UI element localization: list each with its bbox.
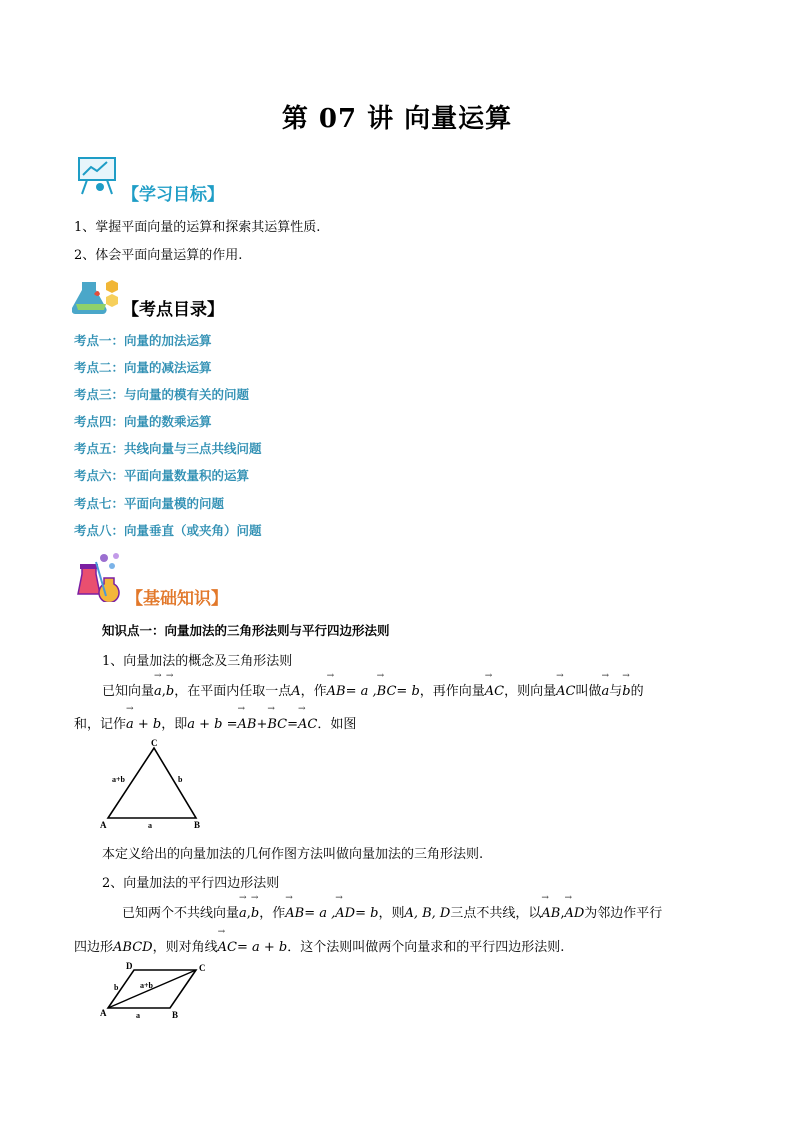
page-title: 第 07 讲 向量运算	[281, 104, 513, 134]
toc-no: 考点三：	[74, 387, 125, 402]
label-D: D	[126, 961, 133, 971]
knowledge-point-title: 知识点一：向量加法的三角形法则与平行四边形法则	[102, 623, 390, 638]
label-b: b	[114, 983, 119, 992]
label-a-plus-b: a+b	[112, 775, 126, 784]
goal-item: 1、掌握平面向量的运算和探索其运算性质.	[74, 220, 321, 235]
toc-text: 共线向量与三点共线问题	[124, 441, 262, 456]
label-b: b	[178, 775, 183, 784]
triangle-rule-statement: 本定义给出的向量加法的几何作图方法叫做向量加法的三角形法则.	[102, 847, 484, 862]
subheading-parallelogram-rule: 2、向量加法的平行四边形法则	[102, 876, 280, 891]
toc-no: 考点七：	[74, 496, 125, 511]
toc-text: 平面向量数量积的运算	[124, 468, 250, 483]
toc-text: 平面向量模的问题	[124, 496, 225, 511]
paragraph-line: 四边形ABCD，则对角线→ AC= a + b．这个法则叫做两个向量求和的平行四边形法则.	[74, 936, 564, 955]
triangle-rule-figure	[96, 736, 208, 830]
label-A: A	[100, 820, 107, 830]
toc-item[interactable]	[74, 331, 212, 349]
goals-heading: 【学习目标】	[122, 185, 224, 205]
toc-text: 向量的减法运算	[124, 360, 212, 375]
easel-icon	[74, 154, 122, 198]
toc-item[interactable]	[74, 358, 212, 376]
toc-no: 考点二：	[74, 360, 125, 375]
toc-item[interactable]	[74, 521, 262, 539]
label-A: A	[100, 1008, 107, 1018]
toc-text: 向量的数乘运算	[124, 414, 212, 429]
paragraph-line: 和，记作→ a + b，即a + b =→ AB+→ BC=→ AC．如图	[74, 713, 356, 732]
toc-no: 考点四：	[74, 414, 125, 429]
lab-beaker-icon	[74, 550, 126, 602]
catalog-heading: 【考点目录】	[122, 300, 224, 320]
subheading-triangle-rule: 1、向量加法的概念及三角形法则	[102, 654, 293, 669]
label-a: a	[148, 821, 152, 830]
toc-item[interactable]	[74, 385, 249, 403]
toc-no: 考点八：	[74, 523, 125, 538]
label-C: C	[199, 963, 206, 973]
toc-text: 向量垂直（或夹角）问题	[124, 523, 262, 538]
toc-text: 与向量的模有关的问题	[124, 387, 250, 402]
parallelogram-rule-figure	[96, 958, 216, 1022]
toc-no: 考点六：	[74, 468, 125, 483]
basics-heading: 【基础知识】	[126, 589, 228, 609]
toc-item[interactable]	[74, 439, 262, 457]
toc-no: 考点一：	[74, 333, 125, 348]
toc-item[interactable]	[74, 412, 212, 430]
toc-text: 向量的加法运算	[124, 333, 212, 348]
paragraph-line: 已知向量→ a,→ b，在平面内任取一点A，作→ AB= a ,→ BC= b，再作向量→ AC，则向量→ AC叫做→ a与→ b的	[102, 680, 644, 699]
toc-item[interactable]	[74, 466, 249, 484]
flask-icon	[72, 274, 122, 318]
label-C: C	[151, 738, 158, 748]
toc-no: 考点五：	[74, 441, 125, 456]
label-B: B	[194, 820, 201, 830]
label-a: a	[136, 1011, 140, 1020]
goal-item: 2、体会平面向量运算的作用.	[74, 248, 243, 263]
label-B: B	[172, 1010, 179, 1020]
paragraph-line: 已知两个不共线向量→ a,→ b，作→ AB= a ,→ AD= b，则A, B, D三点不共线，以→ AB,→ AD为邻边作平行	[122, 902, 662, 921]
toc-item[interactable]	[74, 494, 224, 512]
label-a-plus-b: a+b	[140, 981, 154, 990]
